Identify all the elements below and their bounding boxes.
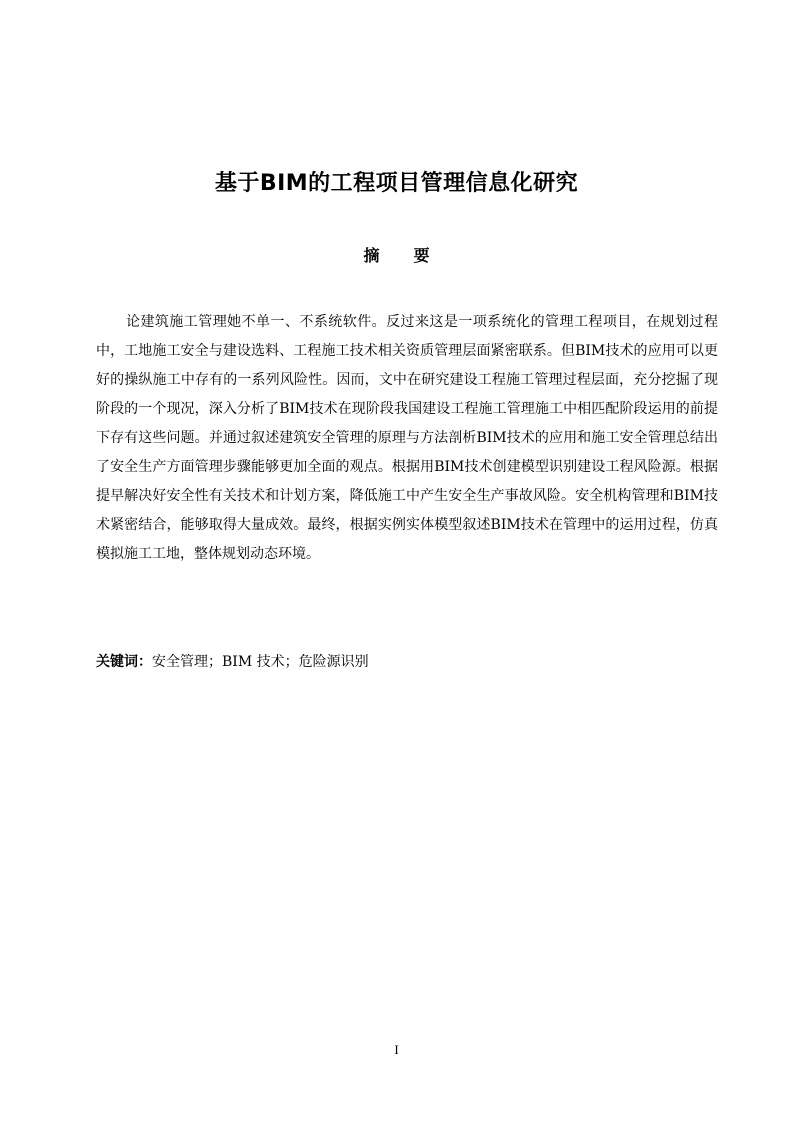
keywords-label: 关键词： <box>96 654 152 670</box>
keywords-text: 安全管理；BIM 技术；危险源识别 <box>152 654 369 670</box>
page-number: I <box>394 1042 399 1057</box>
abstract-heading: 摘要 <box>363 246 464 265</box>
keywords-line <box>96 650 718 674</box>
abstract-body: 论建筑施工管理她不单一、不系统软件。反过来这是一项系统化的管理工程项目，在规划过程中，工地施工安全与建设选料、工程施工技术相关资质管理层面紧密联系。但BIM技术的应用可以更好的操纵施工中存有的一系列风险性。因而，文中在研究建设工程施工管理过程层面，充分挖掘了现阶段的一个现况，深入分析了BIM技术在现阶段我国建设工程施工管理施工中相匹配阶段运用的前提下存有这些问题。并通过叙述建筑安全管理的原理与方法剖析BIM技术的应用和施工安全管理总结出了安全生产方面管理步骤能够更加全面的观点。根据用BIM技术创建模型识别建设工程风险源。根据提早解决好安全性有关技术和计划方案，降低施工中产生安全生产事故风险。安全机构管理和BIM技术紧密结合，能够取得大量成效。最终，根据实例实体模型叙述BIM技术在管理中的运用过程，仿真模拟施工工地，整体规划动态环境。 <box>96 314 718 562</box>
document-title: 基于BIM的工程项目管理信息化研究 <box>214 171 579 196</box>
